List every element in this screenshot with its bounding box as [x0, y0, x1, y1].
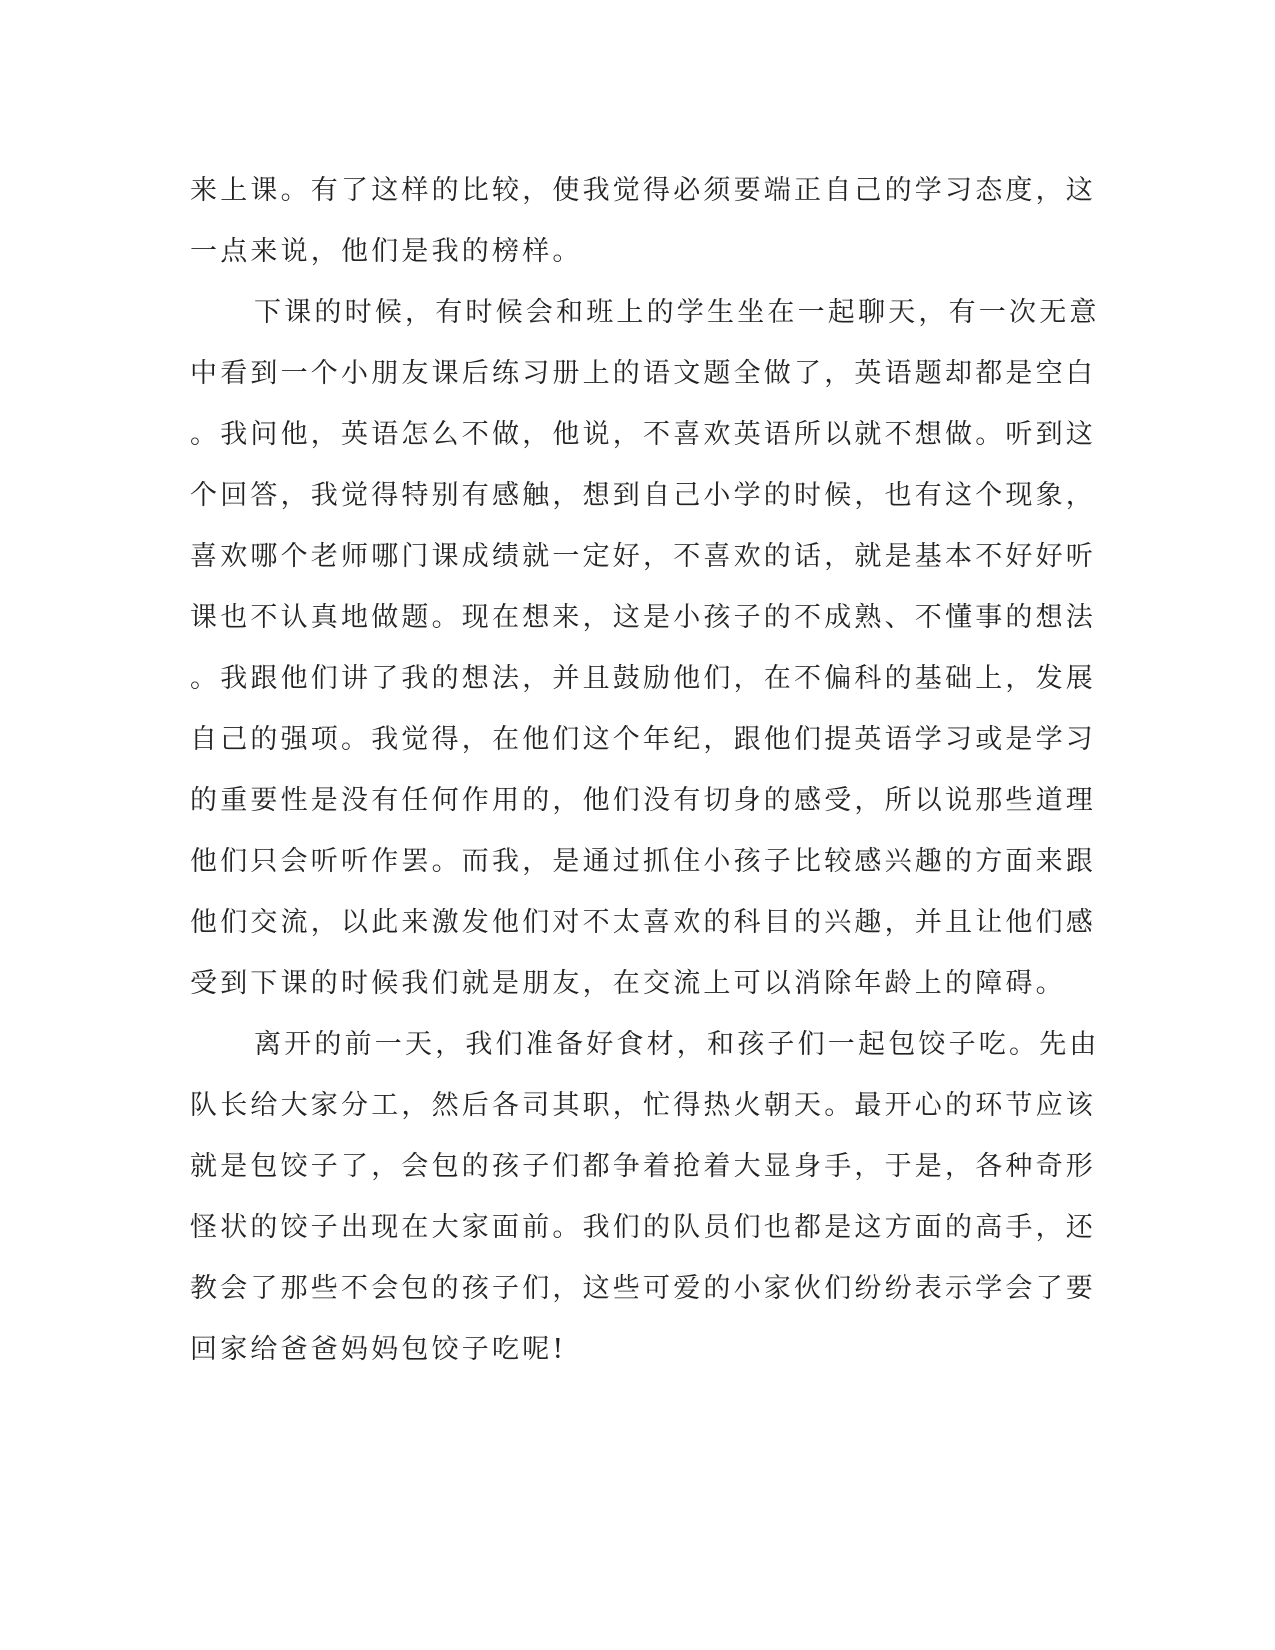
text-line: 喜欢哪个老师哪门课成绩就一定好，不喜欢的话，就是基本不好好听 [190, 541, 1096, 572]
paragraph-2 [190, 282, 1100, 1014]
body-text [190, 160, 1100, 1380]
text-line: 离开的前一天，我们准备好食材，和孩子们一起包饺子吃。先由 [254, 1029, 1100, 1060]
text-line: 怪状的饺子出现在大家面前。我们的队员们也都是这方面的高手，还 [190, 1212, 1096, 1243]
text-line: 自己的强项。我觉得，在他们这个年纪，跟他们提英语学习或是学习 [190, 724, 1096, 755]
text-line: 教会了那些不会包的孩子们，这些可爱的小家伙们纷纷表示学会了要 [190, 1273, 1096, 1304]
text-line: 他们交流，以此来激发他们对不太喜欢的科目的兴趣，并且让他们感 [190, 907, 1096, 938]
text-line: 来上课。有了这样的比较，使我觉得必须要端正自己的学习态度，这 [190, 175, 1096, 206]
text-line: 。我问他，英语怎么不做，他说，不喜欢英语所以就不想做。听到这 [190, 419, 1096, 450]
text-line: 队长给大家分工，然后各司其职，忙得热火朝天。最开心的环节应该 [190, 1090, 1096, 1121]
text-line: 课也不认真地做题。现在想来，这是小孩子的不成熟、不懂事的想法 [190, 602, 1096, 633]
text-line: 回家给爸爸妈妈包饺子吃呢! [190, 1334, 567, 1365]
paragraph-3 [190, 1014, 1100, 1380]
text-line: 的重要性是没有任何作用的，他们没有切身的感受，所以说那些道理 [190, 785, 1096, 816]
text-line: 他们只会听听作罢。而我，是通过抓住小孩子比较感兴趣的方面来跟 [190, 846, 1096, 877]
text-line: 就是包饺子了，会包的孩子们都争着抢着大显身手，于是，各种奇形 [190, 1151, 1096, 1182]
text-line: 个回答，我觉得特别有感触，想到自己小学的时候，也有这个现象， [190, 480, 1096, 511]
paragraph-1 [190, 160, 1096, 282]
text-line: 中看到一个小朋友课后练习册上的语文题全做了，英语题却都是空白 [190, 358, 1096, 389]
text-line: 一点来说，他们是我的榜样。 [190, 236, 583, 267]
text-line: 下课的时候，有时候会和班上的学生坐在一起聊天，有一次无意 [254, 297, 1100, 328]
text-line: 受到下课的时候我们就是朋友，在交流上可以消除年龄上的障碍。 [190, 968, 1066, 999]
text-line: 。我跟他们讲了我的想法，并且鼓励他们，在不偏科的基础上，发展 [190, 663, 1096, 694]
